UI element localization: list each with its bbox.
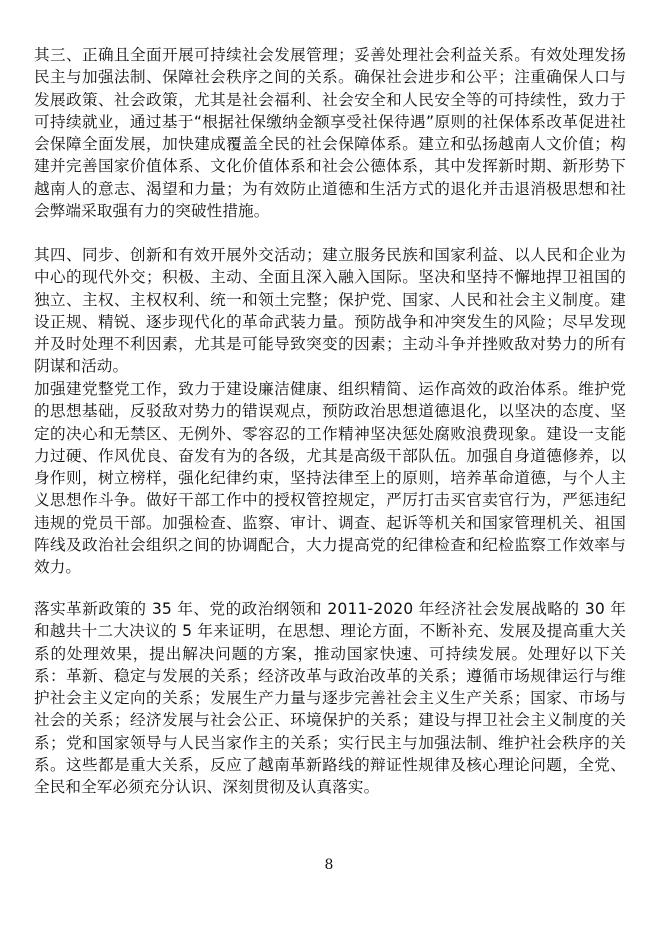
paragraph-sustainable-social-development: 其三、正确且全面开展可持续社会发展管理；妥善处理社会利益关系。有效处理发扬民主与加强法制、保障社会秩序之间的关系。确保社会进步和公平；注重确保人口与发展政策、社会政策，尤其是社会福利、社会安全和人民安全等的可持续性，致力于可持续就业，通过基于“根据社保缴纳金额享受社保待遇”原则的社保体系改革促进社会保障全面发展，加快建成覆盖全民的社会保障体系。建立和弘扬越南人文价值；构建并完善国家价值体系、文化价值体系和社会公德体系，其中发挥新时期、新形势下越南人的意志、渴望和力量；为有效防止道德和生活方式的退化并击退消极思想和社会弊端采取强有力的突破性措施。 [34,46,626,221]
paragraph-major-relationships: 落实革新政策的 35 年、党的政治纲领和 2011-2020 年经济社会发展战略的 30 年和越共十二大决议的 5 年来证明，在思想、理论方面，不断补充、发展及提高重大关系的处理效果，提出解决问题的方案，推动国家快速、可持续发展。处理好以下关系：革新、稳定与发展的关系；经济改革与政治改革的关系；遵循市场规律运行与维护社会主义定向的关系；发展生产力量与逐步完善社会主义生产关系；国家、市场与社会的关系；经济发展与社会公正、环境保护的关系；建设与捍卫社会主义制度的关系；党和国家领导与人民当家作主的关系；实行民主与加强法制、维护社会秩序的关系。这些都是重大关系，反应了越南革新路线的辩证性规律及核心理论问题，全党、全民和全军必须充分认识、深刻贯彻及认真落实。 [34,600,626,797]
paragraph-foreign-affairs: 其四、同步、创新和有效开展外交活动；建立服务民族和国家利益、以人民和企业为中心的现代外交；积极、主动、全面且深入融入国际。坚决和坚持不懈地捍卫祖国的独立、主权、主权权利、统一和领土完整；保护党、国家、人民和社会主义制度。建设正规、精锐、逐步现代化的革命武装力量。预防战争和冲突发生的风险；尽早发现并及时处理不利因素，尤其是可能导致突变的因素；主动斗争并挫败敌对势力的所有阴谋和活动。 [34,246,626,376]
page-number: 8 [324,857,334,873]
paragraph-party-building: 加强建党整党工作，致力于建设廉洁健康、组织精简、运作高效的政治体系。维护党的思想基础，反驳敌对势力的错误观点，预防政治思想道德退化，以坚决的态度、坚定的决心和无禁区、无例外、零容忍的工作精神坚决惩处腐败浪费现象。建设一支能力过硬、作风优良、奋发有为的各级，尤其是高级干部队伍。加强自身道德修养，以身作则，树立榜样，强化纪律约束，坚持法律至上的原则，培养革命道德，与个人主义思想作斗争。做好干部工作中的授权管控规定，严厉打击买官卖官行为，严惩违纪违规的党员干部。加强检查、监察、审计、调查、起诉等机关和国家管理机关、祖国阵线及政治社会组织之间的协调配合，大力提高党的纪律检查和纪检监察工作效率与效力。 [34,380,626,577]
